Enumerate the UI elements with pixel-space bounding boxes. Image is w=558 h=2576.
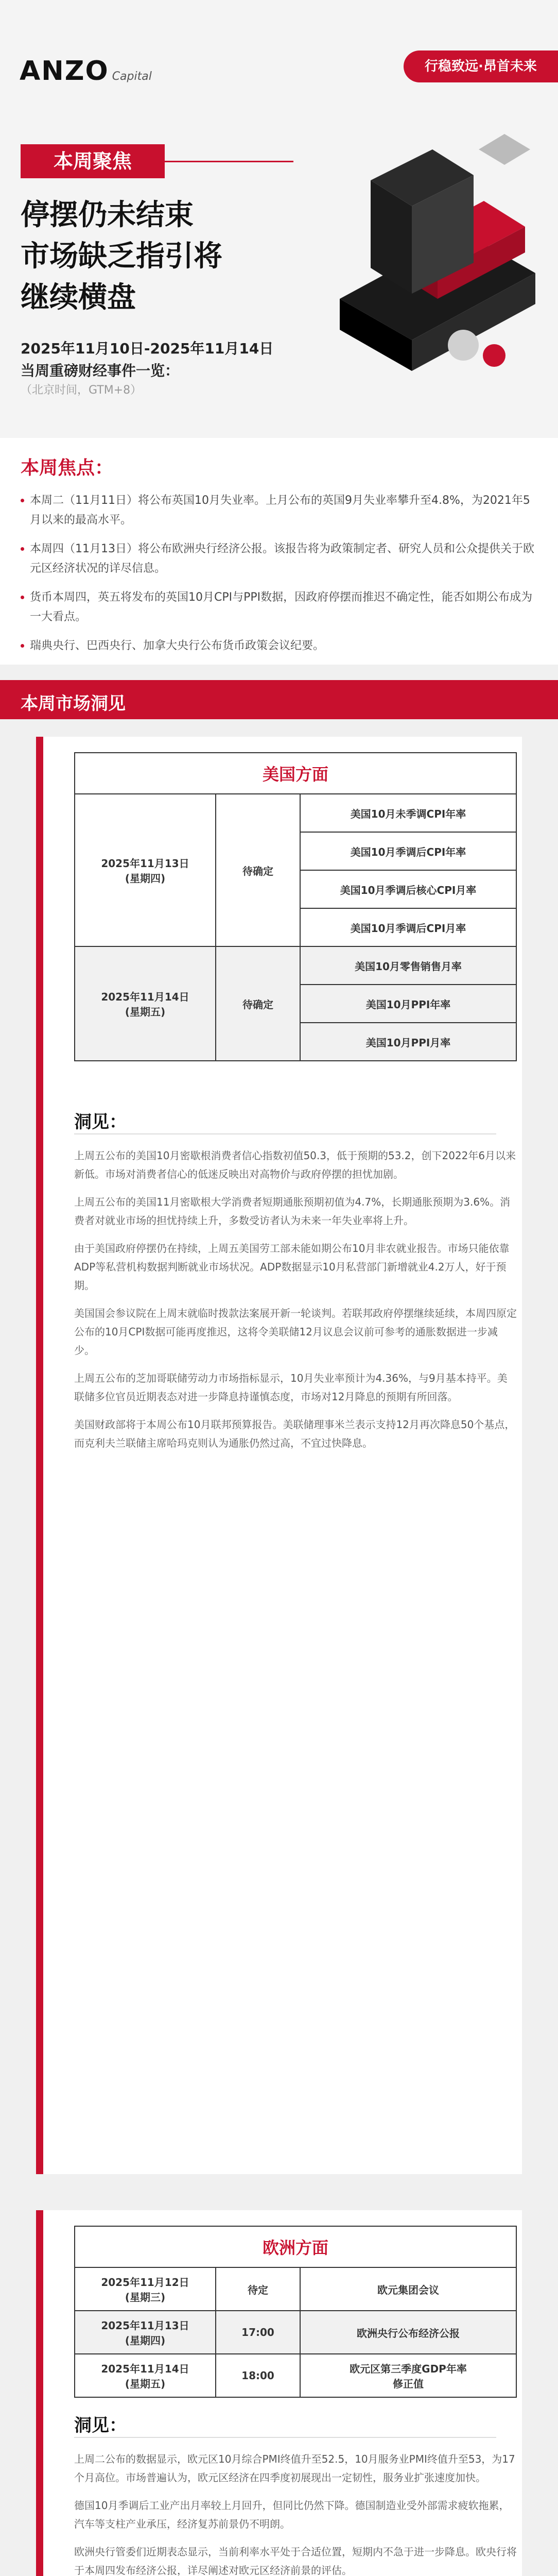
us-event: 美国10月未季调CPI年率 <box>300 794 516 832</box>
brand-logo: ANZO Capital <box>20 56 152 87</box>
us-card <box>36 737 522 2174</box>
us-event: 美国10月季调后核心CPI月率 <box>300 870 516 908</box>
hero-section <box>0 108 558 438</box>
us-paragraph: 美国国会参议院在上周末就临时拨款法案展开新一轮谈判。若联邦政府停摆继续延续，本周四原定公布的10月CPI数据可能再度推迟，这将令美联储12月议息会议前可参考的通胀数据进一步减少。 <box>74 1307 517 1357</box>
top-bar <box>0 0 558 108</box>
eu-calendar-table <box>74 2226 517 2398</box>
brand-slogan: 行稳致远·昂首未来 <box>404 50 558 82</box>
eu-paragraph: 德国10月季调后工业产出月率较上月回升，但同比仍然下降。德国制造业受外部需求疲软拖累，汽车等支柱产业承压，经济复苏前景仍不明朗。 <box>74 2499 510 2530</box>
eu-table-title: 欧洲方面 <box>75 2226 516 2267</box>
us-paragraph: 上周五公布的美国11月密歇根大学消费者短期通胀预期初值为4.7%，长期通胀预期为3.6%。消费者对就业市场的担忧持续上升，多数受访者认为未来一年失业率将上升。 <box>74 1196 511 1227</box>
summary-item: 瑞典央行、巴西央行、加拿大央行公布货币政策会议纪要。 <box>21 636 537 656</box>
eu-insight-body <box>74 2450 517 2576</box>
eu-paragraph: 上周二公布的数据显示，欧元区10月综合PMI终值升至52.5，10月服务业PMI终值升至53，为17个月高位。市场普遍认为，欧元区经济在四季度初展现出一定韧性，服务业扩张速度加快。 <box>74 2453 515 2484</box>
eu-time: 17:00 <box>216 2311 300 2354</box>
eu-event: 欧元集团会议 <box>300 2267 516 2311</box>
eu-time: 18:00 <box>216 2354 300 2397</box>
eu-paragraph: 欧洲央行管委们近期表态显示，当前利率水平处于合适位置，短期内不急于进一步降息。欧央行将于本周四发布经济公报，详尽阐述对欧元区经济前景的评估。 <box>74 2546 517 2576</box>
us-time-2: 待确定 <box>216 946 300 1061</box>
eu-insight-heading: 洞见： <box>74 2415 127 2436</box>
us-insight-body <box>74 1146 517 1462</box>
eu-card <box>36 2210 522 2576</box>
divider <box>74 2437 496 2438</box>
us-date-1: 2025年11月13日 (星期四) <box>75 794 216 946</box>
us-insight-heading: 洞见： <box>74 1112 127 1132</box>
us-table-title: 美国方面 <box>75 753 516 794</box>
us-paragraph: 美国财政部将于本周公布10月联邦预算报告。美联储理事米兰表示支持12月再次降息50个基点，而克利夫兰联储主席哈玛克则认为通胀仍然过高，不宜过快降息。 <box>74 1418 515 1449</box>
eu-date: 2025年11月13日 (星期四) <box>75 2311 216 2354</box>
hero-date-range: 2025年11月10日-2025年11月14日 <box>21 340 274 357</box>
divider <box>74 1133 496 1134</box>
focus-tag: 本周聚焦 <box>21 144 165 178</box>
eu-event: 欧洲央行公布经济公报 <box>300 2311 516 2354</box>
eu-date: 2025年11月12日 (星期三) <box>75 2267 216 2311</box>
summary-item: 本周二（11月11日）将公布英国10月失业率。上月公布的英国9月失业率攀升至4.8%，为2021年5月以来的最高水平。 <box>21 491 537 530</box>
us-paragraph: 由于美国政府停摆仍在持续，上周五美国劳工部未能如期公布10月非农就业报告。市场只能依靠ADP等私营机构数据判断就业市场状况。ADP数据显示10月私营部门新增就业4.2万人，好于预期。 <box>74 1242 510 1292</box>
summary-heading: 本周焦点： <box>21 457 114 479</box>
us-paragraph: 上周五公布的芝加哥联储劳动力市场指标显示，10月失业率预计为4.36%，与9月基本持平。美联储多位官员近期表态对进一步降息持谨慎态度，市场对12月降息的预期有所回落。 <box>74 1372 508 1403</box>
us-calendar-table <box>74 752 517 1061</box>
us-time-1: 待确定 <box>216 794 300 946</box>
hero-events-line: 当周重磅财经事件一览： <box>21 362 180 379</box>
us-paragraph: 上周五公布的美国10月密歇根消费者信心指数初值50.3，低于预期的53.2，创下2022年6月以来新低。市场对消费者信心的低迷反映出对高物价与政府停摆的担忧加剧。 <box>74 1149 516 1180</box>
us-event: 美国10月零售销售月率 <box>300 946 516 985</box>
hero-timezone: （北京时间，GTM+8） <box>21 384 142 397</box>
eu-date: 2025年11月14日 (星期五) <box>75 2354 216 2397</box>
us-event: 美国10月PPI年率 <box>300 985 516 1023</box>
eu-time: 待定 <box>216 2267 300 2311</box>
us-event: 美国10月PPI月率 <box>300 1023 516 1061</box>
us-event: 美国10月季调后CPI月率 <box>300 908 516 946</box>
summary-section <box>0 438 558 665</box>
tag-underline <box>165 161 293 162</box>
eu-event: 欧元区第三季度GDP年率 修正值 <box>300 2354 516 2397</box>
us-event: 美国10月季调后CPI年率 <box>300 832 516 870</box>
hero-title: 停摆仍未结束 市场缺乏指引将 继续横盘 <box>21 198 222 314</box>
us-date-2: 2025年11月14日 (星期五) <box>75 946 216 1061</box>
hero-illustration <box>309 129 546 417</box>
summary-item: 货币本周四，英五将发布的英国10月CPI与PPI数据，因政府停摆而推迟不确定性，能否如期公布成为一大看点。 <box>21 588 537 627</box>
summary-item: 本周四（11月13日）将公布欧洲央行经济公报。该报告将为政策制定者、研究人员和公众提供关于欧元区经济状况的详尽信息。 <box>21 539 537 579</box>
market-insight-bar: 本周市场洞见 <box>0 680 558 719</box>
